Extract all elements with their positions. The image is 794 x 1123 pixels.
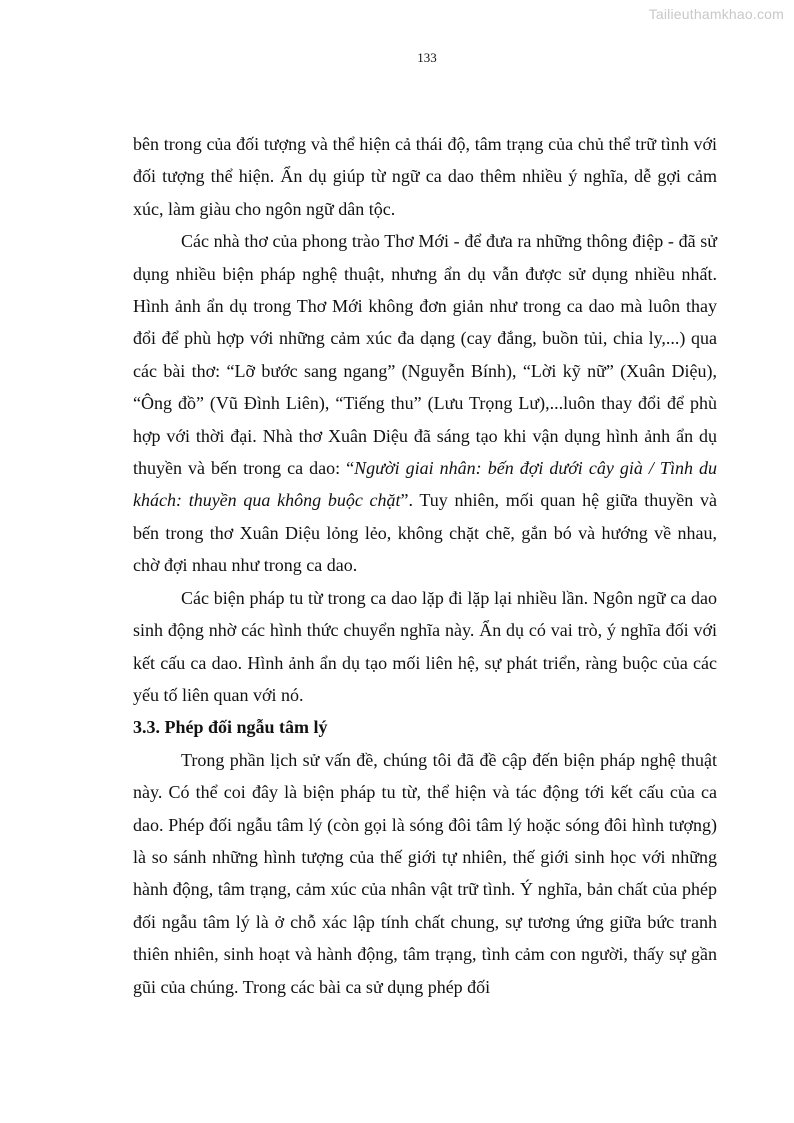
paragraph-2-text-end: ”. Tuy nhiên, mối quan hệ giữa thuyền và bến trong thơ Xuân Diệu lỏng lẻo, không chặt chẽ, gắn bó và hướng về nhau, chờ đợi nhau như trong ca dao. — [133, 490, 717, 576]
paragraph-2 — [133, 225, 717, 581]
paragraph-4: Trong phần lịch sử vấn đề, chúng tôi đã đề cập đến biện pháp nghệ thuật này. Có thể coi đây là biện pháp tu từ, thể hiện và tác động tới kết cấu của ca dao. Phép đối ngẫu tâm lý (còn gọi là sóng đôi tâm lý hoặc sóng đôi hình tượng) là so sánh những hình tượng của thế giới tự nhiên, thế giới sinh học với những hành động, tâm trạng, cảm xúc của nhân vật trữ tình. Ý nghĩa, bản chất của phép đối ngẫu tâm lý là ở chỗ xác lập tính chất chung, sự tương ứng giữa bức tranh thiên nhiên, sinh hoạt và hành động, tâm trạng, tình cảm con người, thấy sự gần gũi của chúng. Trong các bài ca sử dụng phép đối — [133, 749, 717, 997]
paragraph-2-text: Các nhà thơ của phong trào Thơ Mới - để đưa ra những thông điệp - đã sử dụng nhiều biện pháp nghệ thuật, nhưng ẩn dụ vẫn được sử dụng nhiều nhất. Hình ảnh ẩn dụ trong Thơ Mới không đơn giản như trong ca dao mà luôn thay đổi để phù hợp với những cảm xúc đa dạng (cay đắng, buồn tủi, chia ly,...) qua các bài thơ: “Lỡ bước sang ngang” (Nguyễn Bính), “Lời kỹ nữ” (Xuân Diệu), “Ông đồ” (Vũ Đình Liên), “Tiếng thu” (Lưu Trọng Lư),...luôn thay đổi để phù hợp với thời đại. Nhà thơ Xuân Diệu đã sáng tạo khi vận dụng hình ảnh ẩn dụ thuyền và bến trong ca dao: “ — [133, 231, 717, 479]
section-heading: 3.3. Phép đối ngẫu tâm lý — [133, 717, 328, 738]
document-body — [133, 128, 717, 1003]
poem-quote: Người giai nhân: bến đợi dưới cây già / Tình du khách: thuyền qua không buộc chặt — [133, 458, 717, 511]
paragraph-1: bên trong của đối tượng và thể hiện cả thái độ, tâm trạng của chủ thể trữ tình với đối tượng thể hiện. Ẩn dụ giúp từ ngữ ca dao thêm nhiều ý nghĩa, dễ gợi cảm xúc, làm giàu cho ngôn ngữ dân tộc. — [133, 134, 717, 219]
watermark: Tailieuthamkhao.com — [648, 6, 784, 22]
page-number: 133 — [417, 50, 437, 65]
paragraph-3: Các biện pháp tu từ trong ca dao lặp đi lặp lại nhiều lần. Ngôn ngữ ca dao sinh động nhờ các hình thức chuyển nghĩa này. Ẩn dụ có vai trò, ý nghĩa đối với kết cấu ca dao. Hình ảnh ẩn dụ tạo mối liên hệ, sự phát triển, ràng buộc của các yếu tố liên quan với nó. — [133, 587, 717, 705]
